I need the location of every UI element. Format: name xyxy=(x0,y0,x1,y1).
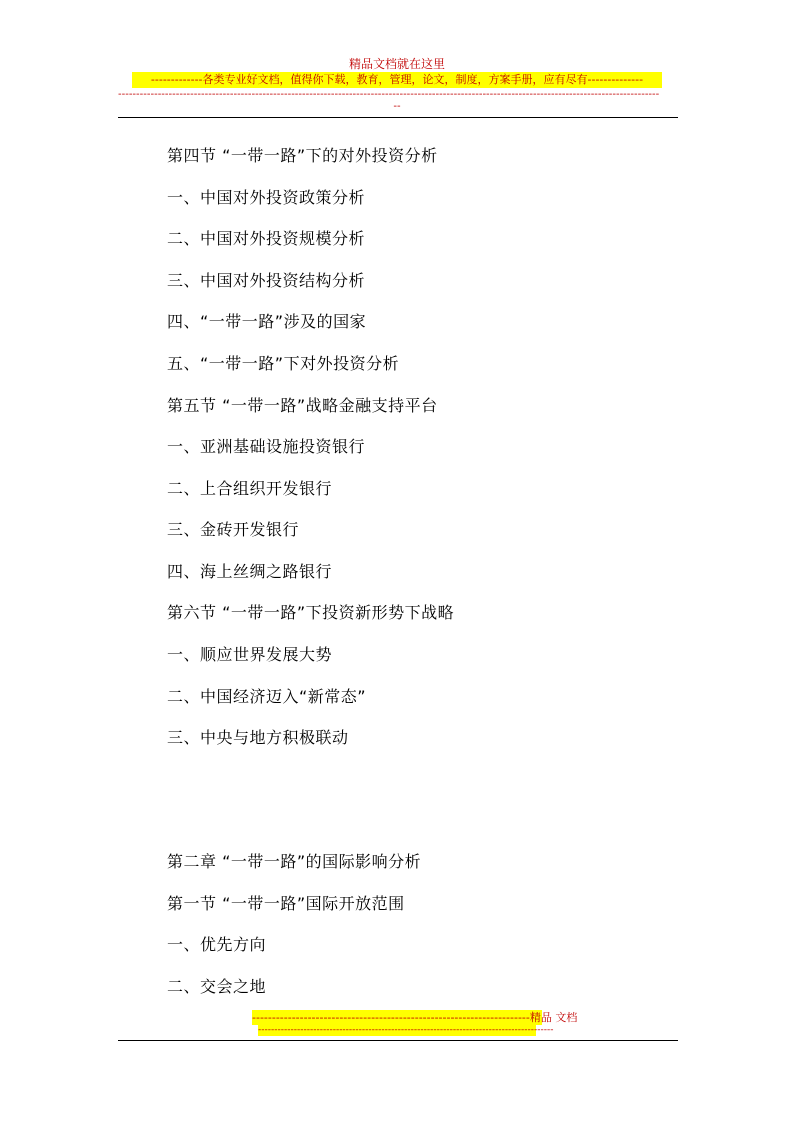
section-heading: 第一节 “一带一路”国际开放范围 xyxy=(167,894,405,913)
footer-banner: ----------------------------------------------------------------------精品 文档 xyxy=(252,1011,578,1024)
footer-dashes: ------------------------------------------------------------------------------------------- xyxy=(258,1025,554,1035)
header-title: 精品文档就在这里 xyxy=(348,57,445,71)
list-item: 一、优先方向 xyxy=(167,935,267,954)
header-dashes-tail: -- xyxy=(393,101,401,112)
section-heading: 第四节 “一带一路”下的对外投资分析 xyxy=(167,146,438,165)
list-item: 二、上合组织开发银行 xyxy=(167,479,333,498)
header-rule xyxy=(118,117,678,118)
list-item: 四、海上丝绸之路银行 xyxy=(167,562,333,581)
header-dashes: ------------------------------------------------------------------------------------------------------------------------------------------------------ xyxy=(118,89,660,100)
list-item: 三、中国对外投资结构分析 xyxy=(167,271,366,290)
list-item: 三、中央与地方积极联动 xyxy=(167,728,349,747)
list-item: 一、亚洲基础设施投资银行 xyxy=(167,437,366,456)
section-heading: 第五节 “一带一路”战略金融支持平台 xyxy=(167,396,438,415)
header-banner: -------------各类专业好文档，值得你下载，教育，管理，论文，制度，方案手册，应有尽有-------------- xyxy=(132,72,662,88)
list-item: 二、中国对外投资规模分析 xyxy=(167,229,366,248)
list-item: 五、“一带一路”下对外投资分析 xyxy=(167,354,400,373)
list-item: 一、中国对外投资政策分析 xyxy=(167,188,366,207)
list-item: 二、中国经济迈入“新常态” xyxy=(167,687,367,706)
footer-rule xyxy=(118,1040,678,1041)
list-item: 一、顺应世界发展大势 xyxy=(167,645,333,664)
list-item: 二、交会之地 xyxy=(167,977,267,996)
section-heading: 第六节 “一带一路”下投资新形势下战略 xyxy=(167,603,455,622)
list-item: 三、金砖开发银行 xyxy=(167,520,300,539)
list-item: 四、“一带一路”涉及的国家 xyxy=(167,312,367,331)
chapter-heading: 第二章 “一带一路”的国际影响分析 xyxy=(167,852,422,871)
